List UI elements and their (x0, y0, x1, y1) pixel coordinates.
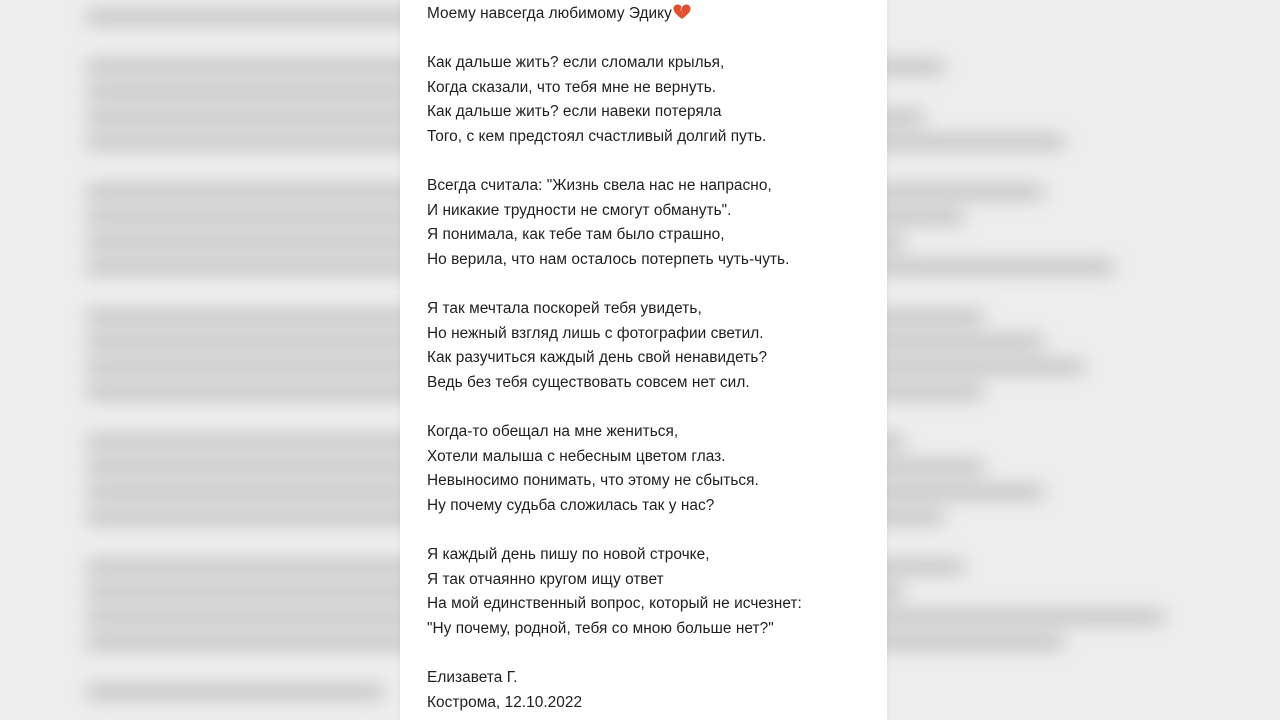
poem-line: "Ну почему, родной, тебя со мною больше нет?" (427, 619, 774, 637)
stanza-5 (427, 543, 867, 641)
poem-line: Я понимала, как тебе там было страшно, (427, 226, 725, 244)
poem-line: Когда-то обещал на мне жениться, (427, 423, 679, 441)
poem-line: Невыносимо понимать, что этому не сбыться. (427, 472, 759, 490)
poem-line: Я так отчаянно кругом ищу ответ (427, 570, 664, 588)
stanza-gap (427, 273, 867, 298)
poem-line: Как дальше жить? если сломали крылья, (427, 54, 725, 72)
poem-line: Как дальше жить? если навеки потеряла (427, 103, 722, 121)
stanza-gap (427, 518, 867, 543)
poem-line: Когда сказали, что тебя мне не вернуть. (427, 78, 717, 96)
poem-line: Но верила, что нам осталось потерпеть чуть-чуть. (427, 250, 790, 268)
poem-line: Всегда считала: "Жизнь свела нас не напрасно, (427, 177, 772, 195)
poem-line: Ведь без тебя существовать совсем нет сил. (427, 373, 750, 391)
stanza-gap (427, 150, 867, 175)
poem-line: И никакие трудности не смогут обмануть". (427, 201, 732, 219)
poem-line: На мой единственный вопрос, который не исчезнет: (427, 595, 802, 613)
poem-line: Как разучиться каждый день свой ненавидеть? (427, 349, 768, 367)
post-dedication (427, 2, 867, 27)
stanza-gap (427, 27, 867, 52)
stanza-4 (427, 420, 867, 518)
poem-line: Я так мечтала поскорей тебя увидеть, (427, 300, 702, 318)
post-panel (400, 0, 887, 720)
poem-line: Ну почему судьба сложилась так у нас? (427, 496, 715, 514)
stanza-3 (427, 297, 867, 395)
broken-heart-icon (673, 4, 691, 20)
blur-line (85, 685, 385, 699)
poem-line: Но нежный взгляд лишь с фотографии светил. (427, 324, 764, 342)
stanza-1 (427, 51, 867, 149)
poem-line: Хотели малыша с небесным цветом глаз. (427, 447, 726, 465)
poem-line: Того, с кем предстоял счастливый долгий путь. (427, 127, 767, 145)
post-body (427, 2, 867, 715)
dedication-text: Моему навсегда любимому Эдику (427, 5, 672, 22)
stanza-gap (427, 641, 867, 666)
post-author: Елизавета Г. (427, 669, 518, 687)
stanza-2 (427, 174, 867, 272)
post-place-date: Кострома, 12.10.2022 (427, 693, 583, 711)
poem-line: Я каждый день пишу по новой строчке, (427, 546, 710, 564)
stanza-gap (427, 396, 867, 421)
